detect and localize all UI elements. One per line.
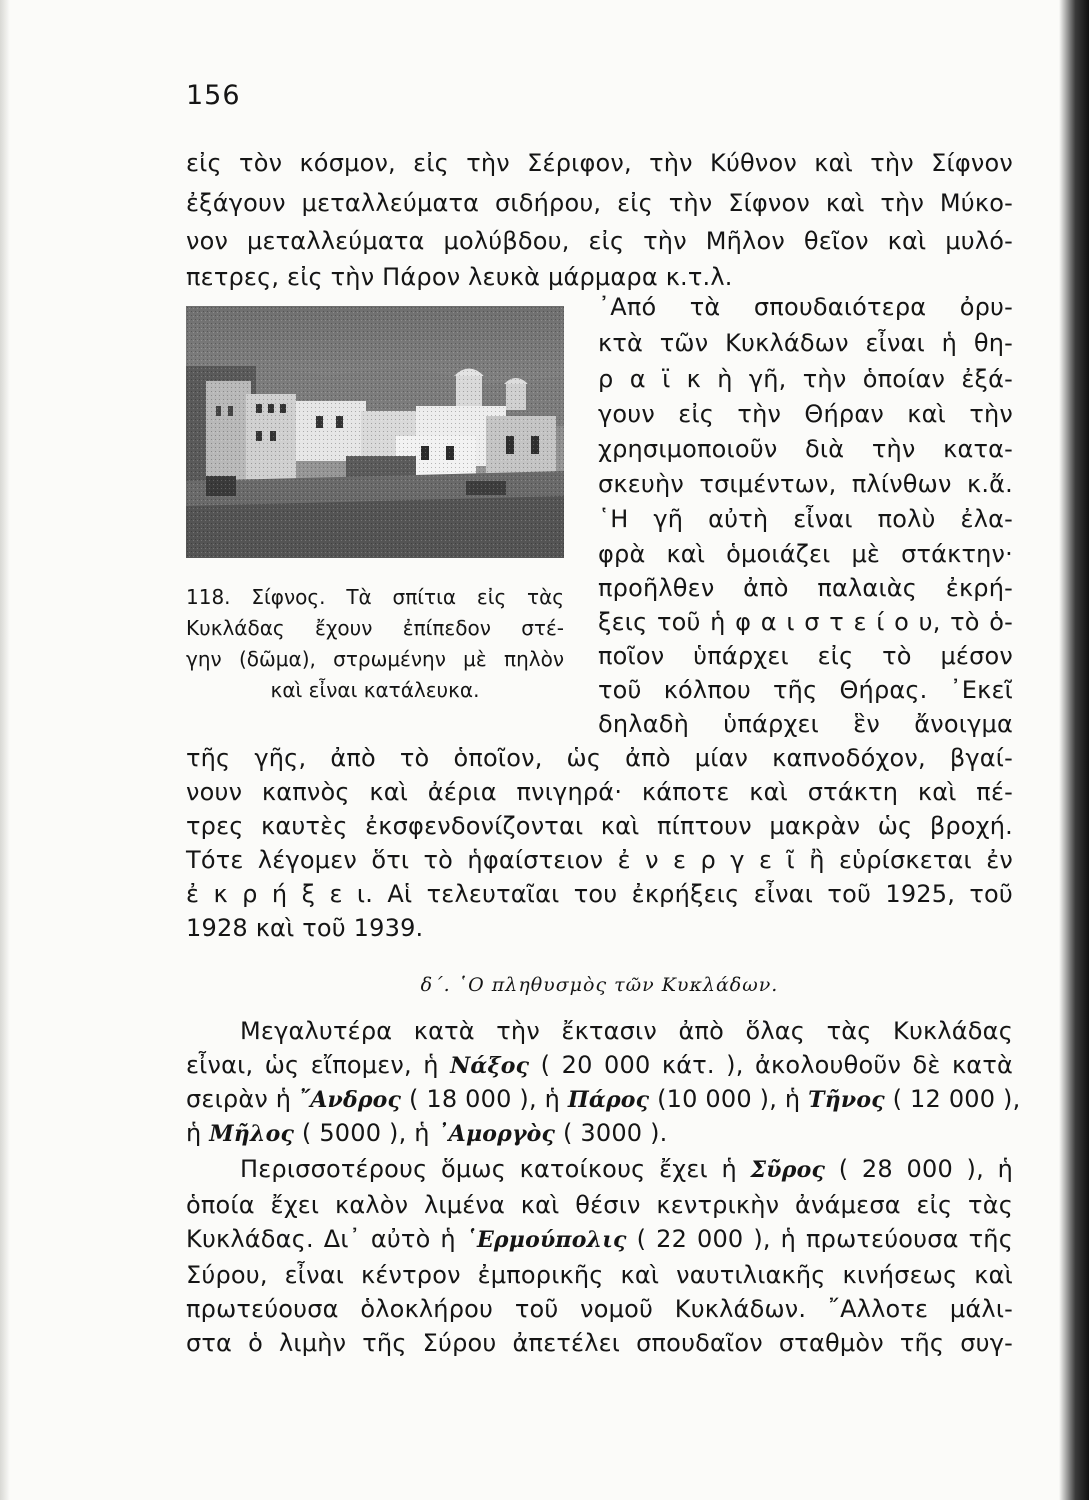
figure-caption-line: καὶ εἶναι κατάλευκα.	[270, 678, 480, 702]
island-name-tinos: Τῆνος	[808, 1087, 885, 1113]
text-line: ἡ Μῆλος ( 5000 ), ἡ ᾿Αμοργὸς ( 3000 ).	[186, 1119, 668, 1147]
island-name-andros: ῎Ανδρος	[299, 1087, 402, 1113]
text-line: τρες καυτὲς ἐκσφενδονίζονται καὶ πίπτουν μακρὰν ὡς βροχή.	[186, 812, 1013, 840]
text-line: Μεγαλυτέρα κατὰ τὴν ἔκτασιν ἀπὸ ὅλας τὰς Κυκλάδας	[240, 1017, 1013, 1045]
text-line: ᾿Από τὰ σπουδαιότερα ὀρυ-	[598, 293, 1013, 321]
text-line: τοῦ κόλπου τῆς Θήρας. ᾿Εκεῖ	[598, 676, 1013, 704]
text-line: πετρες, εἰς τὴν Πάρον λευκὰ μάρμαρα κ.τ.λ.	[186, 263, 733, 291]
text-line: εἶναι, ὡς εἴπομεν, ἡ Νάξος ( 20 000 κάτ. ), ἀκολουθοῦν δὲ κατὰ	[186, 1051, 1013, 1079]
page-number: 156	[186, 80, 241, 111]
text-line: ξεις τοῦ ἡ φ α ι σ τ ε ί ο υ, τὸ ὁ-	[598, 608, 1013, 636]
island-name-milos: Μῆλος	[209, 1121, 295, 1147]
text-line: εἰς τὸν κόσμον, εἰς τὴν Σέριφον, τὴν Κύθνον καὶ τὴν Σίφνον	[186, 149, 1013, 177]
section-heading: δ΄. ῾Ο πληθυσμὸς τῶν Κυκλάδων.	[420, 974, 779, 996]
island-name-paros: Πάρος	[567, 1087, 650, 1113]
text-line: ἐ κ ρ ή ξ ε ι. Αἱ τελευταῖαι του ἐκρήξεις εἶναι τοῦ 1925, τοῦ	[186, 880, 1013, 908]
text-line: προῆλθεν ἀπὸ παλαιὰς ἐκρή-	[598, 574, 1013, 602]
text-line: χρησιμοποιοῦν διὰ τὴν κατα-	[598, 435, 1013, 463]
text-line: πρωτεύουσα ὁλοκλήρου τοῦ νομοῦ Κυκλάδων. ῎Αλλοτε μάλι-	[186, 1295, 1013, 1323]
figure-caption-line: 118. Σίφνος. Τὰ σπίτια εἰς τὰς	[186, 585, 564, 609]
text-line: ἐξάγουν μεταλλεύματα σιδήρου, εἰς τὴν Σίφνον καὶ τὴν Μύκο-	[186, 189, 1013, 217]
island-name-syros: Σῦρος	[750, 1157, 826, 1183]
text-line: Τότε λέγομεν ὅτι τὸ ἡφαίστειον ἐ ν ε ρ γ ε ῖ ἢ εὑρίσκεται ἐν	[186, 846, 1013, 874]
text-line: 1928 καὶ τοῦ 1939.	[186, 914, 424, 942]
island-name-naxos: Νάξος	[450, 1053, 530, 1079]
figure-caption-line: γην (δῶμα), στρωμένην μὲ πηλὸν	[186, 647, 564, 671]
text-line: κτὰ τῶν Κυκλάδων εἶναι ἡ θη-	[598, 329, 1013, 357]
text-line: ὁποία ἔχει καλὸν λιμένα καὶ θέσιν κεντρικὴν ἀνάμεσα εἰς τὰς	[186, 1191, 1013, 1219]
text-line: ρ α ϊ κ ὴ γῆ, τὴν ὁποίαν ἐξά-	[598, 365, 1013, 393]
sifnos-houses-photo	[186, 306, 564, 558]
text-line: δηλαδὴ ὑπάρχει ἓν ἄνοιγμα	[598, 710, 1013, 738]
text-line: φρὰ καὶ ὁμοιάζει μὲ στάκτην·	[598, 540, 1013, 568]
text-line: γουν εἰς τὴν Θήραν καὶ τὴν	[598, 400, 1013, 428]
text-line: Περισσοτέρους ὅμως κατοίκους ἔχει ἡ Σῦρος ( 28 000 ), ἡ	[240, 1155, 1014, 1183]
text-line: σκευὴν τσιμέντων, πλίνθων κ.ἄ.	[598, 470, 1013, 498]
text-line: ῾Η γῆ αὐτὴ εἶναι πολὺ ἐλα-	[598, 505, 1013, 533]
text-line: στα ὁ λιμὴν τῆς Σύρου ἀπετέλει σπουδαῖον σταθμὸν τῆς συγ-	[186, 1329, 1013, 1357]
text-line: Σύρου, εἶναι κέντρον ἐμπορικῆς καὶ ναυτιλιακῆς κινήσεως καὶ	[186, 1261, 1013, 1289]
text-line: ποῖον ὑπάρχει εἰς τὸ μέσον	[598, 642, 1013, 670]
figure-caption-line: Κυκλάδας ἔχουν ἐπίπεδον στέ-	[186, 616, 564, 640]
page-shadow-left	[0, 0, 10, 1500]
page-shadow-right	[1059, 0, 1089, 1500]
text-line: Κυκλάδας. Δι᾿ αὐτὸ ἡ ῾Ερμούπολις ( 22 000 ), ἡ πρωτεύουσα τῆς	[186, 1225, 1013, 1253]
text-line: τῆς γῆς, ἀπὸ τὸ ὁποῖον, ὡς ἀπὸ μίαν καπνοδόχον, βγαί-	[186, 744, 1013, 772]
text-line: νον μεταλλεύματα μολύβδου, εἰς τὴν Μῆλον θεῖον καὶ μυλό-	[186, 227, 1013, 255]
town-name-ermoupolis: ῾Ερμούπολις	[465, 1227, 627, 1253]
text-line: σειρὰν ἡ ῎Ανδρος ( 18 000 ), ἡ Πάρος (10 000 ), ἡ Τῆνος ( 12 000 ),	[186, 1085, 1021, 1113]
island-name-amorgos: ᾿Αμοργὸς	[437, 1121, 556, 1147]
text-line: νουν καπνὸς καὶ ἀέρια πνιγηρά· κάποτε καὶ στάκτη καὶ πέ-	[186, 778, 1013, 806]
